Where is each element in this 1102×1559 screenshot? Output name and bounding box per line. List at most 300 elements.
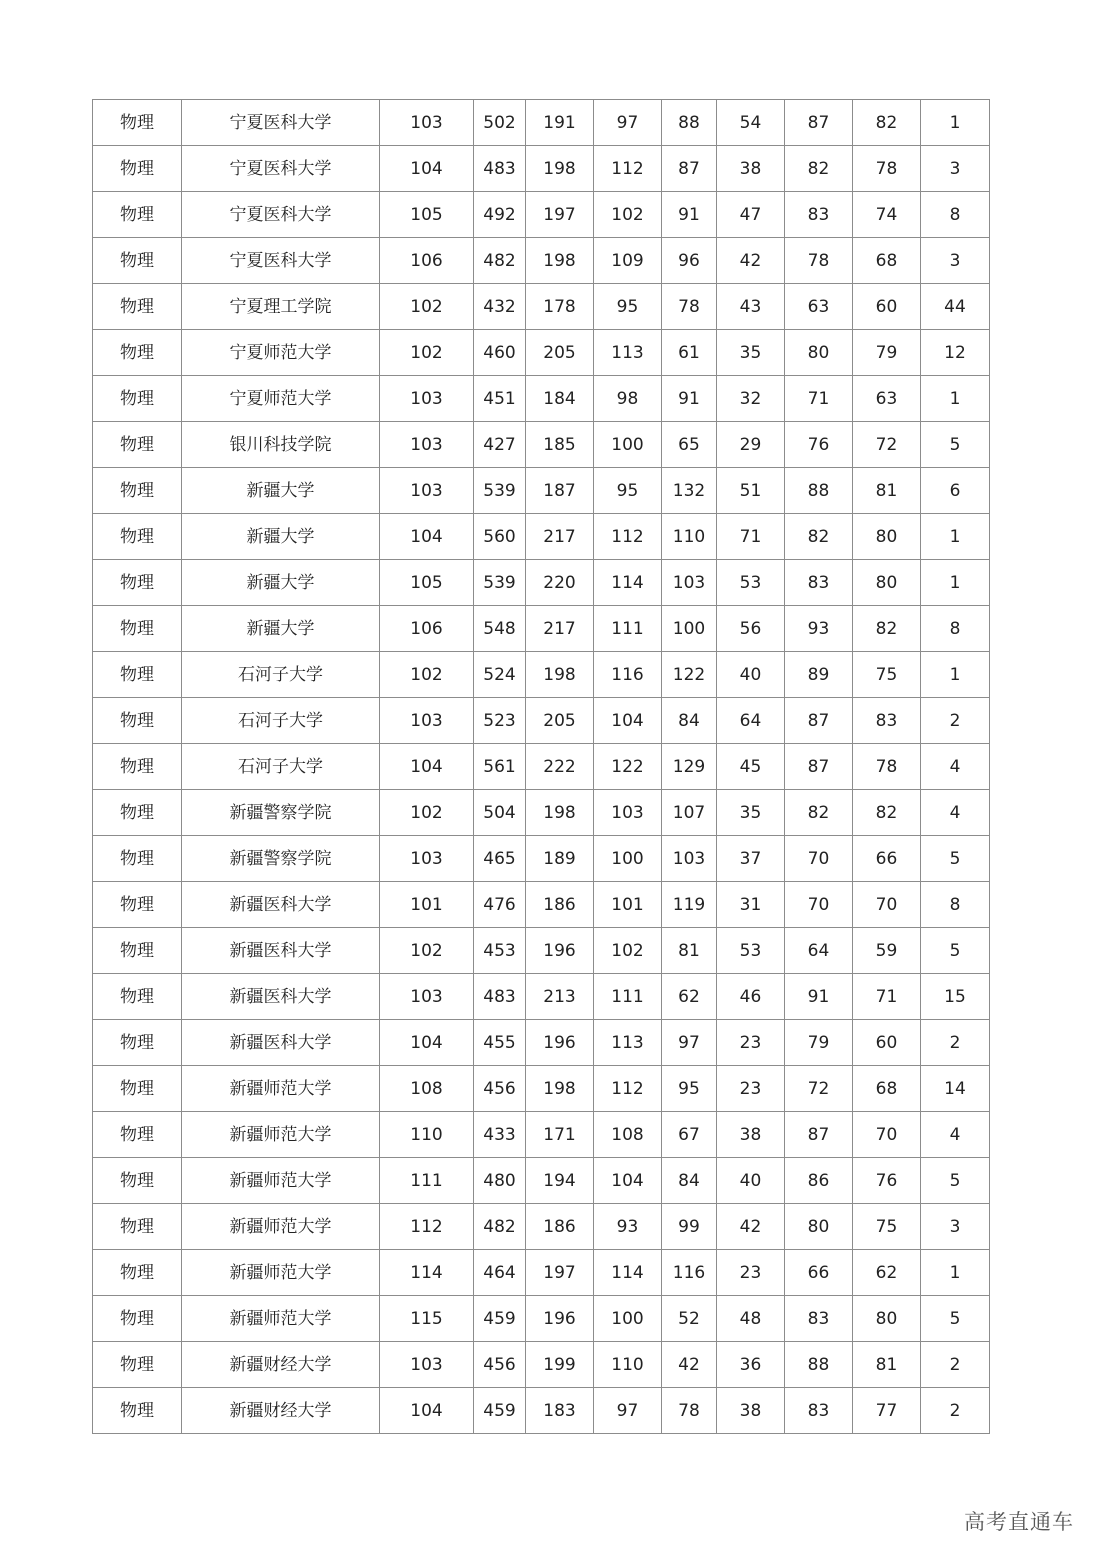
score-cell: 456 xyxy=(474,1342,526,1388)
major-group-cell: 105 xyxy=(380,192,474,238)
score-cell: 102 xyxy=(594,928,662,974)
count-cell: 44 xyxy=(921,284,990,330)
university-cell: 新疆大学 xyxy=(182,468,380,514)
score-cell: 45 xyxy=(717,744,785,790)
table-row xyxy=(93,1388,990,1434)
score-cell: 103 xyxy=(662,836,717,882)
score-cell: 53 xyxy=(717,928,785,974)
score-cell: 29 xyxy=(717,422,785,468)
score-cell: 186 xyxy=(526,1204,594,1250)
university-cell: 新疆医科大学 xyxy=(182,1020,380,1066)
table-row xyxy=(93,1112,990,1158)
table-row xyxy=(93,606,990,652)
score-cell: 95 xyxy=(594,468,662,514)
subject-cell: 物理 xyxy=(93,698,182,744)
table-row xyxy=(93,1204,990,1250)
subject-cell: 物理 xyxy=(93,284,182,330)
score-cell: 185 xyxy=(526,422,594,468)
score-cell: 42 xyxy=(717,1204,785,1250)
score-cell: 539 xyxy=(474,468,526,514)
score-cell: 82 xyxy=(853,606,921,652)
count-cell: 15 xyxy=(921,974,990,1020)
count-cell: 1 xyxy=(921,514,990,560)
major-group-cell: 101 xyxy=(380,882,474,928)
university-cell: 石河子大学 xyxy=(182,652,380,698)
score-cell: 476 xyxy=(474,882,526,928)
score-cell: 482 xyxy=(474,238,526,284)
score-cell: 483 xyxy=(474,974,526,1020)
university-cell: 新疆医科大学 xyxy=(182,974,380,1020)
university-cell: 新疆财经大学 xyxy=(182,1388,380,1434)
major-group-cell: 115 xyxy=(380,1296,474,1342)
score-cell: 61 xyxy=(662,330,717,376)
university-cell: 新疆大学 xyxy=(182,606,380,652)
score-cell: 198 xyxy=(526,652,594,698)
major-group-cell: 111 xyxy=(380,1158,474,1204)
score-cell: 189 xyxy=(526,836,594,882)
score-cell: 40 xyxy=(717,652,785,698)
subject-cell: 物理 xyxy=(93,1204,182,1250)
score-cell: 70 xyxy=(853,882,921,928)
score-cell: 93 xyxy=(785,606,853,652)
score-cell: 83 xyxy=(785,1388,853,1434)
count-cell: 5 xyxy=(921,1296,990,1342)
score-cell: 80 xyxy=(853,560,921,606)
table-row xyxy=(93,1342,990,1388)
table-row xyxy=(93,1020,990,1066)
score-cell: 113 xyxy=(594,330,662,376)
score-cell: 89 xyxy=(785,652,853,698)
score-cell: 433 xyxy=(474,1112,526,1158)
score-cell: 108 xyxy=(594,1112,662,1158)
score-cell: 110 xyxy=(594,1342,662,1388)
score-cell: 451 xyxy=(474,376,526,422)
count-cell: 3 xyxy=(921,146,990,192)
subject-cell: 物理 xyxy=(93,1112,182,1158)
score-cell: 38 xyxy=(717,1112,785,1158)
subject-cell: 物理 xyxy=(93,744,182,790)
score-cell: 112 xyxy=(594,146,662,192)
score-cell: 84 xyxy=(662,698,717,744)
score-cell: 504 xyxy=(474,790,526,836)
subject-cell: 物理 xyxy=(93,1296,182,1342)
score-cell: 453 xyxy=(474,928,526,974)
score-cell: 63 xyxy=(853,376,921,422)
major-group-cell: 114 xyxy=(380,1250,474,1296)
score-cell: 62 xyxy=(662,974,717,1020)
count-cell: 8 xyxy=(921,606,990,652)
major-group-cell: 104 xyxy=(380,1020,474,1066)
score-cell: 198 xyxy=(526,790,594,836)
score-cell: 83 xyxy=(785,560,853,606)
subject-cell: 物理 xyxy=(93,974,182,1020)
university-cell: 宁夏医科大学 xyxy=(182,100,380,146)
score-cell: 78 xyxy=(785,238,853,284)
score-cell: 70 xyxy=(785,882,853,928)
score-cell: 102 xyxy=(594,192,662,238)
subject-cell: 物理 xyxy=(93,1066,182,1112)
score-cell: 93 xyxy=(594,1204,662,1250)
score-cell: 75 xyxy=(853,1204,921,1250)
university-cell: 新疆警察学院 xyxy=(182,790,380,836)
major-group-cell: 103 xyxy=(380,698,474,744)
university-cell: 宁夏理工学院 xyxy=(182,284,380,330)
score-cell: 87 xyxy=(785,1112,853,1158)
score-cell: 42 xyxy=(717,238,785,284)
score-cell: 35 xyxy=(717,790,785,836)
score-cell: 68 xyxy=(853,238,921,284)
score-cell: 82 xyxy=(853,790,921,836)
score-cell: 70 xyxy=(785,836,853,882)
score-cell: 111 xyxy=(594,606,662,652)
table-row xyxy=(93,238,990,284)
score-cell: 80 xyxy=(785,1204,853,1250)
score-cell: 114 xyxy=(594,1250,662,1296)
admission-score-table xyxy=(92,99,990,1434)
score-cell: 561 xyxy=(474,744,526,790)
score-cell: 122 xyxy=(594,744,662,790)
major-group-cell: 102 xyxy=(380,928,474,974)
score-cell: 199 xyxy=(526,1342,594,1388)
score-cell: 82 xyxy=(785,514,853,560)
university-cell: 新疆师范大学 xyxy=(182,1296,380,1342)
table-row xyxy=(93,790,990,836)
score-cell: 100 xyxy=(594,422,662,468)
score-cell: 64 xyxy=(717,698,785,744)
table-row xyxy=(93,560,990,606)
table-row xyxy=(93,192,990,238)
count-cell: 5 xyxy=(921,836,990,882)
score-cell: 71 xyxy=(717,514,785,560)
score-cell: 111 xyxy=(594,974,662,1020)
score-cell: 23 xyxy=(717,1020,785,1066)
major-group-cell: 102 xyxy=(380,652,474,698)
score-cell: 116 xyxy=(662,1250,717,1296)
university-cell: 新疆师范大学 xyxy=(182,1250,380,1296)
subject-cell: 物理 xyxy=(93,606,182,652)
major-group-cell: 103 xyxy=(380,468,474,514)
subject-cell: 物理 xyxy=(93,422,182,468)
score-cell: 101 xyxy=(594,882,662,928)
score-cell: 119 xyxy=(662,882,717,928)
university-cell: 新疆大学 xyxy=(182,560,380,606)
major-group-cell: 103 xyxy=(380,422,474,468)
score-cell: 196 xyxy=(526,1296,594,1342)
score-cell: 198 xyxy=(526,1066,594,1112)
score-cell: 76 xyxy=(853,1158,921,1204)
count-cell: 4 xyxy=(921,1112,990,1158)
score-cell: 196 xyxy=(526,1020,594,1066)
score-cell: 75 xyxy=(853,652,921,698)
score-cell: 427 xyxy=(474,422,526,468)
score-cell: 88 xyxy=(662,100,717,146)
subject-cell: 物理 xyxy=(93,514,182,560)
score-cell: 186 xyxy=(526,882,594,928)
score-cell: 459 xyxy=(474,1388,526,1434)
count-cell: 3 xyxy=(921,1204,990,1250)
score-cell: 171 xyxy=(526,1112,594,1158)
table-row xyxy=(93,744,990,790)
score-cell: 23 xyxy=(717,1250,785,1296)
major-group-cell: 103 xyxy=(380,974,474,1020)
major-group-cell: 106 xyxy=(380,238,474,284)
score-cell: 109 xyxy=(594,238,662,284)
score-cell: 523 xyxy=(474,698,526,744)
score-cell: 64 xyxy=(785,928,853,974)
major-group-cell: 103 xyxy=(380,836,474,882)
major-group-cell: 102 xyxy=(380,330,474,376)
score-cell: 31 xyxy=(717,882,785,928)
score-cell: 82 xyxy=(785,146,853,192)
score-cell: 197 xyxy=(526,1250,594,1296)
score-cell: 82 xyxy=(785,790,853,836)
score-cell: 183 xyxy=(526,1388,594,1434)
university-cell: 宁夏医科大学 xyxy=(182,146,380,192)
score-cell: 83 xyxy=(785,192,853,238)
score-cell: 482 xyxy=(474,1204,526,1250)
major-group-cell: 104 xyxy=(380,1388,474,1434)
score-cell: 71 xyxy=(853,974,921,1020)
score-cell: 80 xyxy=(853,514,921,560)
major-group-cell: 106 xyxy=(380,606,474,652)
subject-cell: 物理 xyxy=(93,468,182,514)
score-cell: 104 xyxy=(594,698,662,744)
count-cell: 1 xyxy=(921,376,990,422)
score-cell: 213 xyxy=(526,974,594,1020)
major-group-cell: 105 xyxy=(380,560,474,606)
score-cell: 79 xyxy=(853,330,921,376)
score-cell: 96 xyxy=(662,238,717,284)
score-cell: 205 xyxy=(526,330,594,376)
university-cell: 石河子大学 xyxy=(182,744,380,790)
score-cell: 71 xyxy=(785,376,853,422)
score-cell: 87 xyxy=(785,100,853,146)
score-cell: 72 xyxy=(853,422,921,468)
score-cell: 86 xyxy=(785,1158,853,1204)
score-cell: 129 xyxy=(662,744,717,790)
score-cell: 87 xyxy=(662,146,717,192)
major-group-cell: 103 xyxy=(380,376,474,422)
subject-cell: 物理 xyxy=(93,652,182,698)
major-group-cell: 108 xyxy=(380,1066,474,1112)
score-cell: 104 xyxy=(594,1158,662,1204)
score-cell: 480 xyxy=(474,1158,526,1204)
university-cell: 新疆师范大学 xyxy=(182,1112,380,1158)
score-cell: 539 xyxy=(474,560,526,606)
score-cell: 56 xyxy=(717,606,785,652)
major-group-cell: 103 xyxy=(380,1342,474,1388)
score-cell: 88 xyxy=(785,468,853,514)
table-row xyxy=(93,376,990,422)
count-cell: 1 xyxy=(921,100,990,146)
table-row xyxy=(93,836,990,882)
score-cell: 548 xyxy=(474,606,526,652)
count-cell: 14 xyxy=(921,1066,990,1112)
score-cell: 100 xyxy=(594,836,662,882)
table-row xyxy=(93,1296,990,1342)
score-cell: 217 xyxy=(526,606,594,652)
score-cell: 35 xyxy=(717,330,785,376)
score-cell: 222 xyxy=(526,744,594,790)
university-cell: 宁夏师范大学 xyxy=(182,376,380,422)
score-cell: 116 xyxy=(594,652,662,698)
count-cell: 4 xyxy=(921,790,990,836)
score-cell: 72 xyxy=(785,1066,853,1112)
count-cell: 5 xyxy=(921,1158,990,1204)
subject-cell: 物理 xyxy=(93,836,182,882)
score-cell: 60 xyxy=(853,1020,921,1066)
subject-cell: 物理 xyxy=(93,1158,182,1204)
table-row xyxy=(93,100,990,146)
score-cell: 66 xyxy=(785,1250,853,1296)
score-cell: 103 xyxy=(594,790,662,836)
university-cell: 新疆警察学院 xyxy=(182,836,380,882)
table-row xyxy=(93,1158,990,1204)
table-row xyxy=(93,882,990,928)
university-cell: 新疆医科大学 xyxy=(182,928,380,974)
score-cell: 66 xyxy=(853,836,921,882)
score-cell: 432 xyxy=(474,284,526,330)
score-cell: 196 xyxy=(526,928,594,974)
score-cell: 81 xyxy=(662,928,717,974)
count-cell: 1 xyxy=(921,652,990,698)
score-cell: 23 xyxy=(717,1066,785,1112)
university-cell: 宁夏师范大学 xyxy=(182,330,380,376)
score-cell: 97 xyxy=(594,100,662,146)
count-cell: 2 xyxy=(921,698,990,744)
table-row xyxy=(93,652,990,698)
score-cell: 100 xyxy=(662,606,717,652)
score-cell: 48 xyxy=(717,1296,785,1342)
score-cell: 59 xyxy=(853,928,921,974)
score-cell: 103 xyxy=(662,560,717,606)
score-cell: 99 xyxy=(662,1204,717,1250)
score-cell: 82 xyxy=(853,100,921,146)
count-cell: 2 xyxy=(921,1020,990,1066)
score-cell: 83 xyxy=(853,698,921,744)
university-cell: 新疆医科大学 xyxy=(182,882,380,928)
score-cell: 114 xyxy=(594,560,662,606)
score-cell: 132 xyxy=(662,468,717,514)
score-cell: 54 xyxy=(717,100,785,146)
major-group-cell: 102 xyxy=(380,790,474,836)
count-cell: 3 xyxy=(921,238,990,284)
score-cell: 460 xyxy=(474,330,526,376)
score-cell: 220 xyxy=(526,560,594,606)
score-cell: 110 xyxy=(662,514,717,560)
major-group-cell: 110 xyxy=(380,1112,474,1158)
score-cell: 459 xyxy=(474,1296,526,1342)
university-cell: 宁夏医科大学 xyxy=(182,238,380,284)
score-cell: 74 xyxy=(853,192,921,238)
score-cell: 107 xyxy=(662,790,717,836)
subject-cell: 物理 xyxy=(93,238,182,284)
count-cell: 12 xyxy=(921,330,990,376)
table-row xyxy=(93,514,990,560)
score-cell: 113 xyxy=(594,1020,662,1066)
score-cell: 62 xyxy=(853,1250,921,1296)
score-cell: 83 xyxy=(785,1296,853,1342)
score-cell: 95 xyxy=(662,1066,717,1112)
score-cell: 70 xyxy=(853,1112,921,1158)
score-cell: 98 xyxy=(594,376,662,422)
score-cell: 455 xyxy=(474,1020,526,1066)
score-cell: 43 xyxy=(717,284,785,330)
score-cell: 80 xyxy=(853,1296,921,1342)
subject-cell: 物理 xyxy=(93,376,182,422)
count-cell: 1 xyxy=(921,1250,990,1296)
score-cell: 77 xyxy=(853,1388,921,1434)
score-cell: 37 xyxy=(717,836,785,882)
table-row xyxy=(93,146,990,192)
score-cell: 198 xyxy=(526,146,594,192)
subject-cell: 物理 xyxy=(93,790,182,836)
score-cell: 464 xyxy=(474,1250,526,1296)
score-cell: 67 xyxy=(662,1112,717,1158)
score-cell: 197 xyxy=(526,192,594,238)
score-cell: 112 xyxy=(594,514,662,560)
table-row xyxy=(93,284,990,330)
count-cell: 1 xyxy=(921,560,990,606)
subject-cell: 物理 xyxy=(93,330,182,376)
score-cell: 78 xyxy=(853,146,921,192)
table-row xyxy=(93,1250,990,1296)
watermark-text: 高考直通车 xyxy=(964,1510,1074,1534)
score-cell: 51 xyxy=(717,468,785,514)
score-cell: 81 xyxy=(853,468,921,514)
table-row xyxy=(93,330,990,376)
count-cell: 4 xyxy=(921,744,990,790)
score-cell: 100 xyxy=(594,1296,662,1342)
major-group-cell: 102 xyxy=(380,284,474,330)
count-cell: 8 xyxy=(921,882,990,928)
count-cell: 2 xyxy=(921,1342,990,1388)
score-cell: 87 xyxy=(785,744,853,790)
major-group-cell: 104 xyxy=(380,146,474,192)
score-cell: 79 xyxy=(785,1020,853,1066)
score-cell: 40 xyxy=(717,1158,785,1204)
score-cell: 112 xyxy=(594,1066,662,1112)
university-cell: 银川科技学院 xyxy=(182,422,380,468)
table-row xyxy=(93,928,990,974)
university-cell: 新疆财经大学 xyxy=(182,1342,380,1388)
score-cell: 53 xyxy=(717,560,785,606)
score-cell: 52 xyxy=(662,1296,717,1342)
university-cell: 新疆师范大学 xyxy=(182,1158,380,1204)
score-cell: 465 xyxy=(474,836,526,882)
university-cell: 新疆大学 xyxy=(182,514,380,560)
table-row xyxy=(93,698,990,744)
university-cell: 宁夏医科大学 xyxy=(182,192,380,238)
subject-cell: 物理 xyxy=(93,560,182,606)
table-row xyxy=(93,1066,990,1112)
subject-cell: 物理 xyxy=(93,1388,182,1434)
score-cell: 78 xyxy=(662,1388,717,1434)
score-cell: 502 xyxy=(474,100,526,146)
score-cell: 38 xyxy=(717,1388,785,1434)
count-cell: 5 xyxy=(921,928,990,974)
major-group-cell: 104 xyxy=(380,514,474,560)
subject-cell: 物理 xyxy=(93,192,182,238)
major-group-cell: 104 xyxy=(380,744,474,790)
score-cell: 184 xyxy=(526,376,594,422)
score-cell: 91 xyxy=(662,192,717,238)
subject-cell: 物理 xyxy=(93,1342,182,1388)
score-cell: 78 xyxy=(853,744,921,790)
score-cell: 42 xyxy=(662,1342,717,1388)
score-cell: 97 xyxy=(594,1388,662,1434)
university-cell: 新疆师范大学 xyxy=(182,1066,380,1112)
